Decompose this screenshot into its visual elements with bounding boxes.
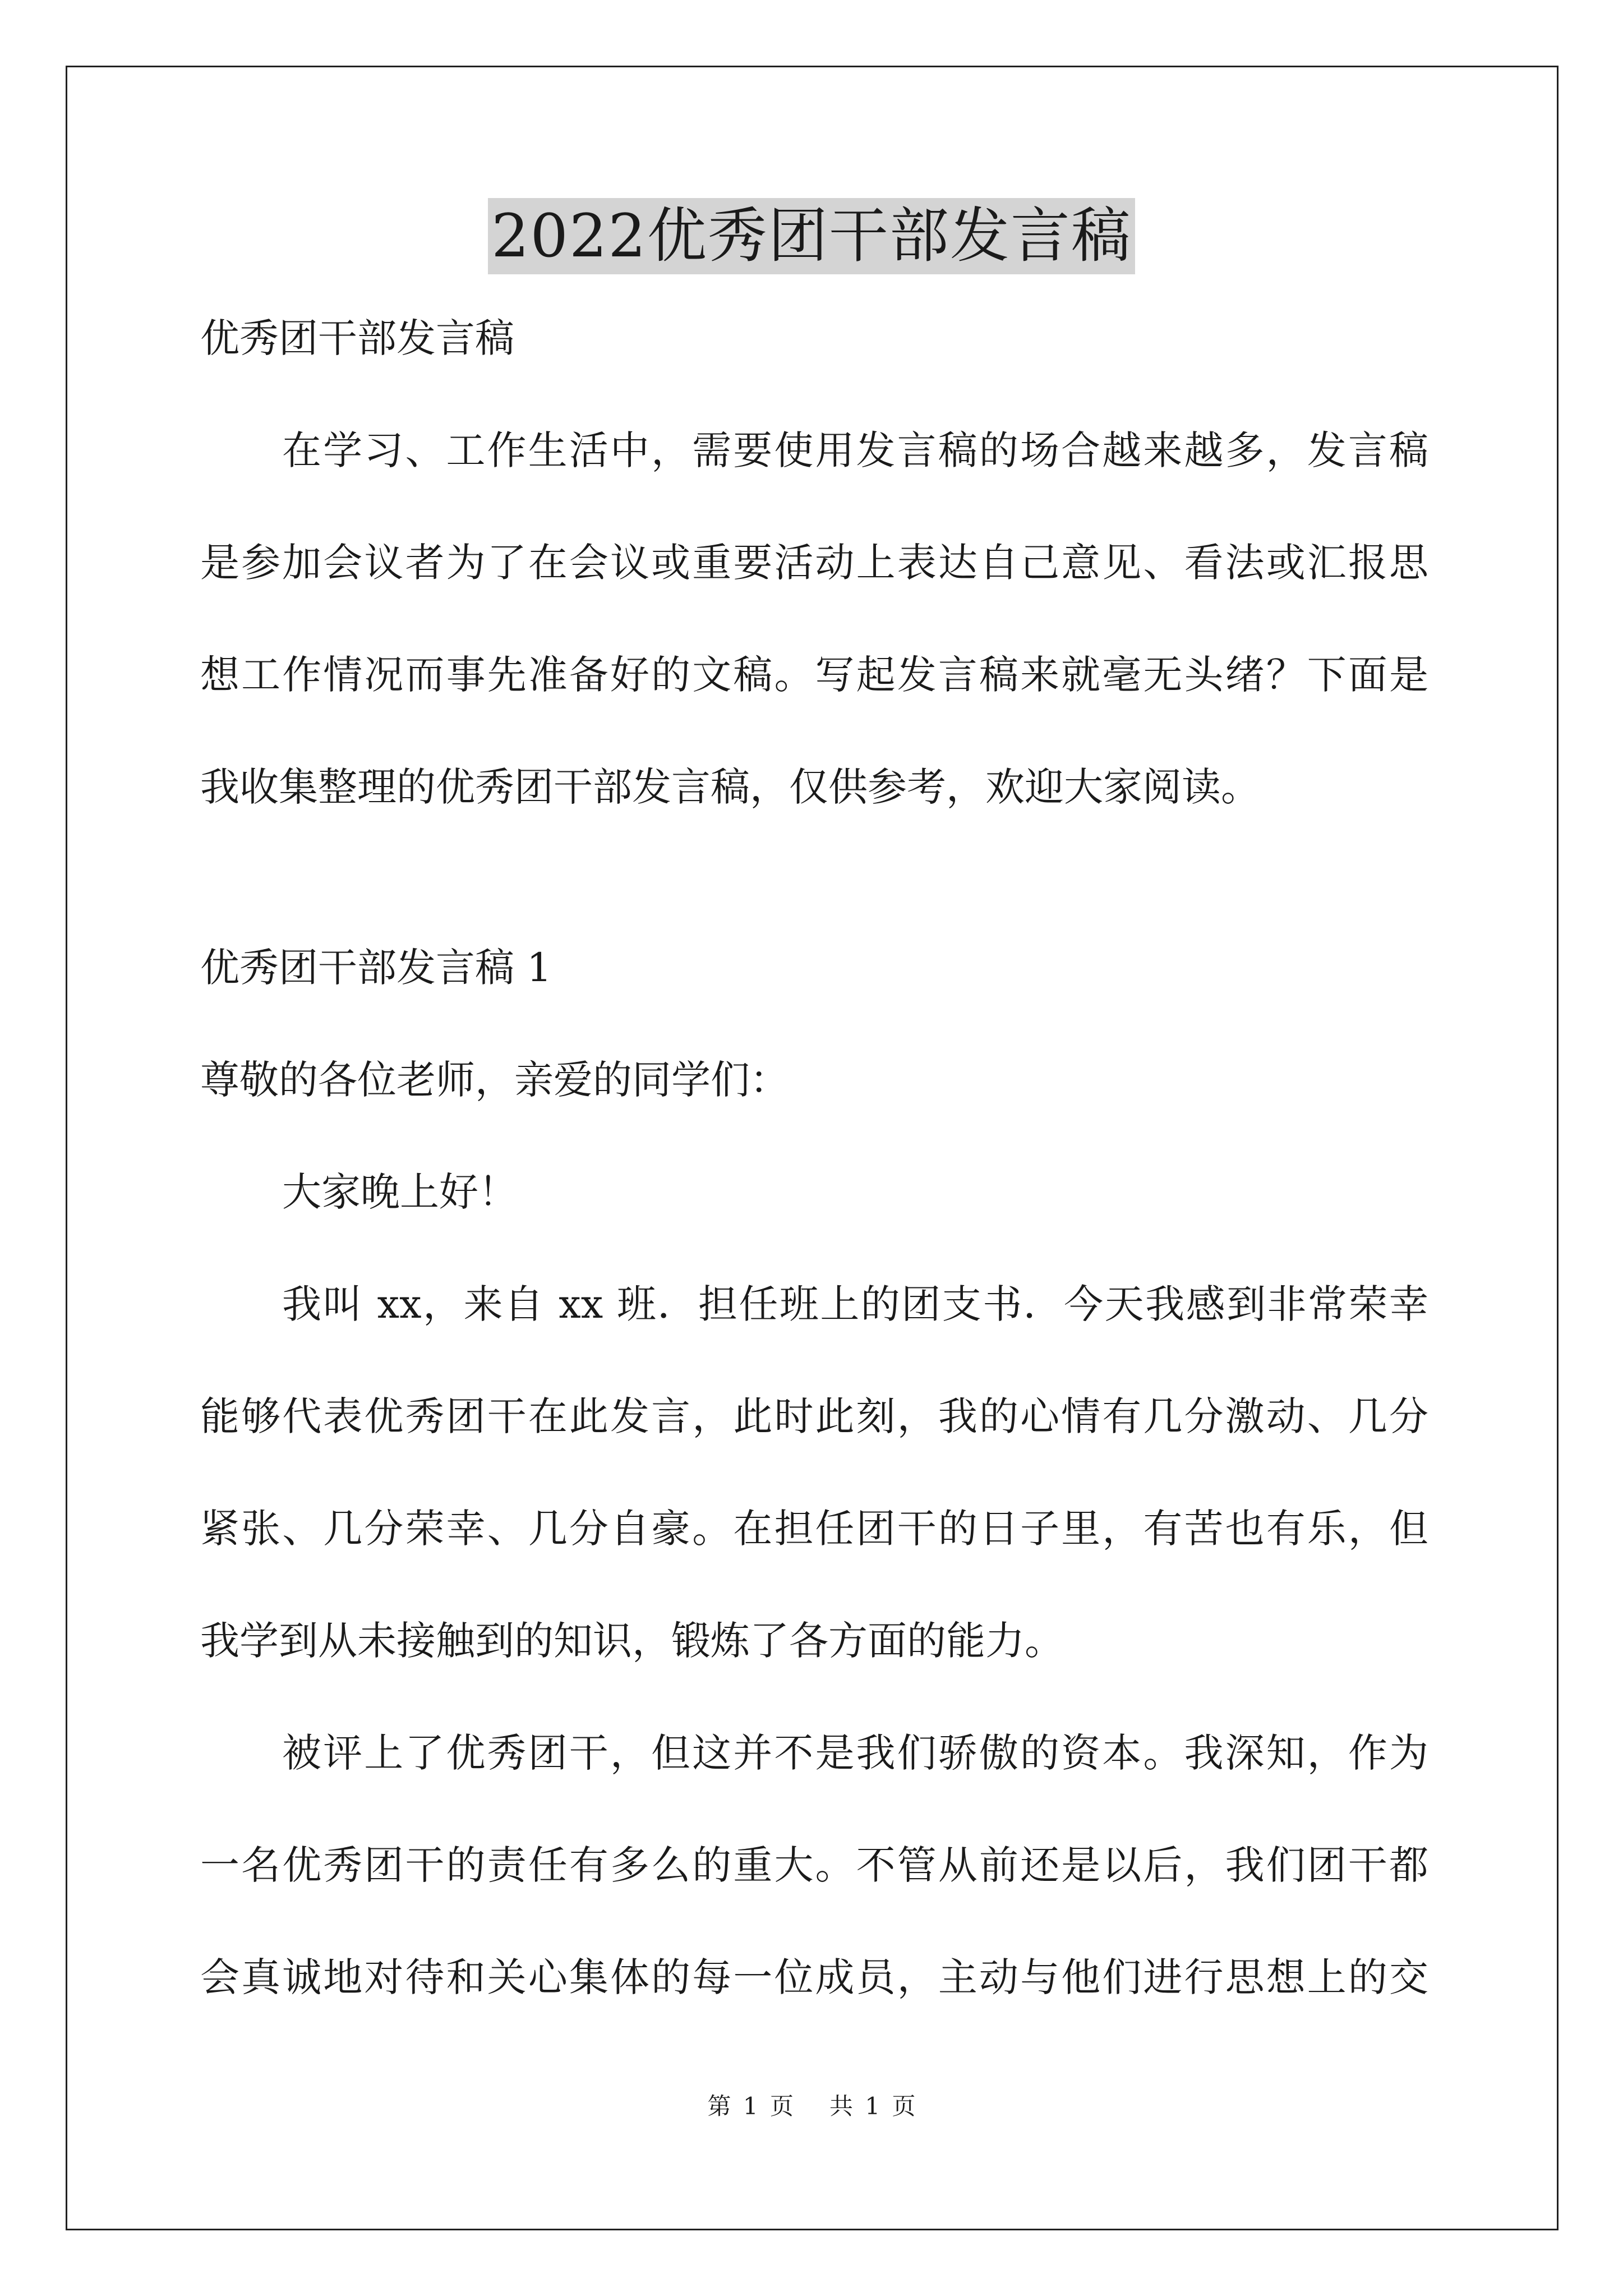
paragraph-line: 我收集整理的优秀团干部发言稿，仅供参考，欢迎大家阅读。: [200, 764, 1260, 810]
greeting: 大家晚上好！: [282, 1169, 518, 1215]
paragraph-line: 想工作情况而事先准备好的文稿。写起发言稿来就毫无头绪？下面是: [200, 652, 1428, 698]
paragraph-line: 在学习、工作生活中，需要使用发言稿的场合越来越多，发言稿: [282, 427, 1428, 473]
page-number: 第 1 页 共 1 页: [707, 2092, 916, 2120]
document-title: 2022优秀团干部发言稿: [488, 198, 1135, 274]
paragraph-line: 会真诚地对待和关心集体的每一位成员，主动与他们进行思想上的交: [200, 1954, 1428, 2000]
section-heading: 优秀团干部发言稿: [200, 315, 514, 361]
paragraph-line: 我学到从未接触到的知识，锻炼了各方面的能力。: [200, 1618, 1064, 1664]
paragraph-line: 一名优秀团干的责任有多么的重大。不管从前还是以后，我们团干都: [200, 1842, 1428, 1888]
paragraph-line: 我叫 xx，来自 xx 班．担任班上的团支书．今天我感到非常荣幸: [282, 1281, 1428, 1327]
page-footer: [0, 2091, 1623, 2122]
salutation: 尊敬的各位老师，亲爱的同学们：: [200, 1057, 789, 1103]
paragraph-line: 紧张、几分荣幸、几分自豪。在担任团干的日子里，有苦也有乐，但: [200, 1506, 1428, 1552]
section-heading: 优秀团干部发言稿 1: [200, 945, 552, 991]
title-container: [0, 198, 1623, 274]
paragraph-line: 能够代表优秀团干在此发言，此时此刻，我的心情有几分激动、几分: [200, 1393, 1428, 1439]
page-border: [66, 66, 1559, 2230]
paragraph-line: 是参加会议者为了在会议或重要活动上表达自己意见、看法或汇报思: [200, 540, 1428, 586]
paragraph-line: 被评上了优秀团干，但这并不是我们骄傲的资本。我深知，作为: [282, 1730, 1428, 1776]
